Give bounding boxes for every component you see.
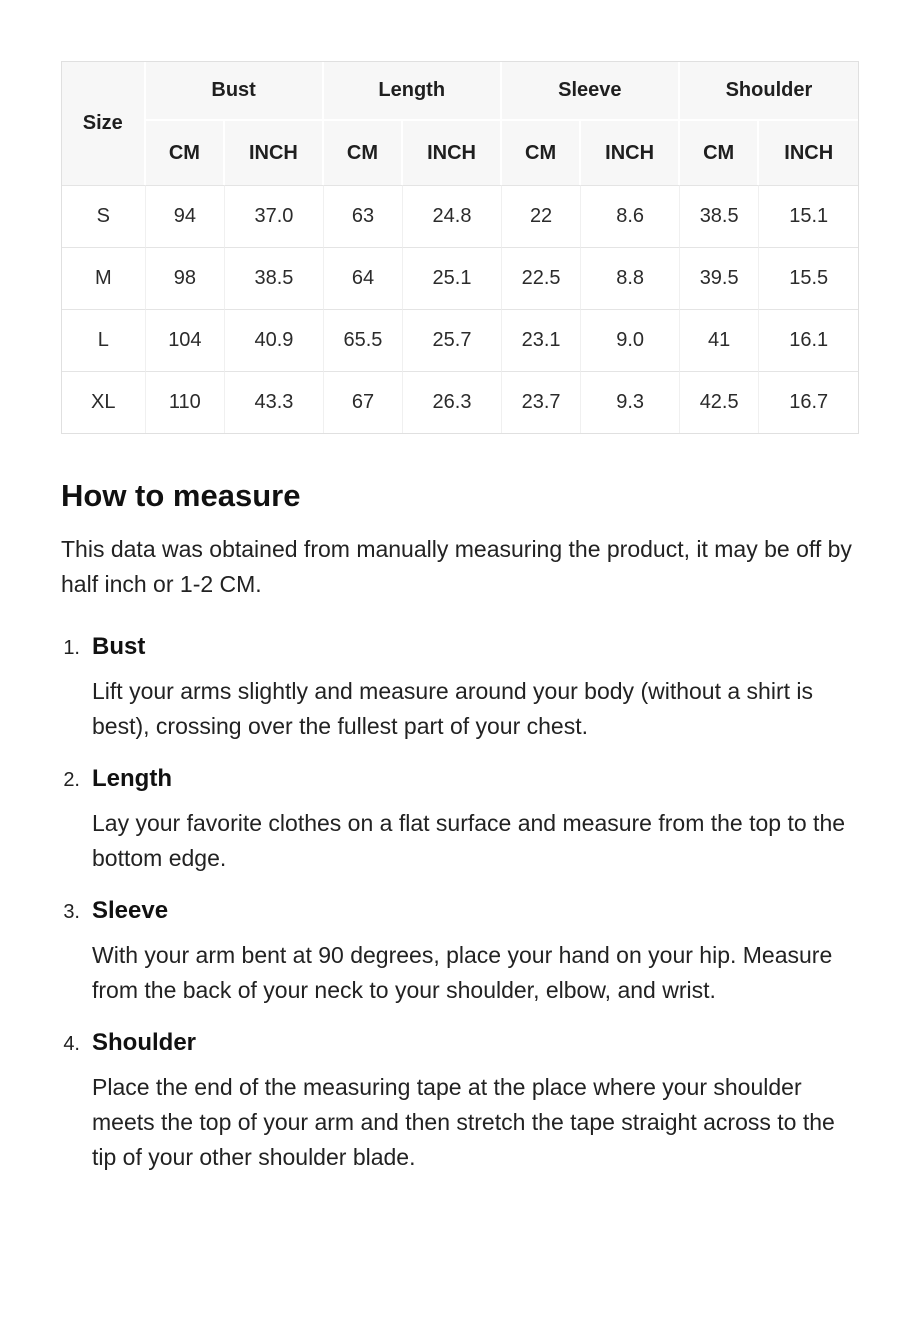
measure-step-length bbox=[61, 764, 859, 876]
unit-header-bust-cm: CM bbox=[146, 121, 226, 185]
how-to-measure-heading: How to measure bbox=[61, 478, 301, 513]
measurement-cell: 39.5 bbox=[680, 247, 760, 309]
table-header-unit-row bbox=[62, 121, 858, 185]
size-cell: S bbox=[62, 185, 146, 247]
step-number: 2. bbox=[63, 769, 80, 791]
step-description: Lift your arms slightly and measure around your body (without a shirt is best), crossing over the fullest part of your chest. bbox=[92, 678, 813, 739]
step-number: 3. bbox=[63, 901, 80, 923]
size-cell: L bbox=[62, 309, 146, 371]
table-header-group-row bbox=[62, 62, 858, 121]
size-cell: M bbox=[62, 247, 146, 309]
step-number: 4. bbox=[63, 1033, 80, 1055]
measurement-cell: 8.6 bbox=[581, 185, 680, 247]
measurement-cell: 25.7 bbox=[403, 309, 502, 371]
measurement-cell: 16.7 bbox=[759, 371, 858, 433]
measurement-cell: 94 bbox=[146, 185, 226, 247]
size-chart-table-container bbox=[61, 61, 859, 434]
column-header-bust: Bust bbox=[146, 62, 324, 121]
step-title: Sleeve bbox=[92, 897, 169, 924]
measurement-cell: 22.5 bbox=[502, 247, 582, 309]
measure-disclaimer-text: This data was obtained from manually measuring the product, it may be off by half inch or 1-2 CM. bbox=[61, 536, 852, 597]
column-header-sleeve: Sleeve bbox=[502, 62, 680, 121]
measurement-cell: 67 bbox=[324, 371, 404, 433]
measurement-cell: 63 bbox=[324, 185, 404, 247]
measurement-cell: 65.5 bbox=[324, 309, 404, 371]
unit-header-sleeve-inch: INCH bbox=[581, 121, 680, 185]
step-body bbox=[92, 632, 859, 744]
table-row bbox=[62, 247, 858, 309]
measurement-cell: 22 bbox=[502, 185, 582, 247]
measurement-cell: 43.3 bbox=[225, 371, 324, 433]
measurement-cell: 64 bbox=[324, 247, 404, 309]
column-header-shoulder: Shoulder bbox=[680, 62, 858, 121]
unit-header-length-cm: CM bbox=[324, 121, 404, 185]
measurement-cell: 38.5 bbox=[225, 247, 324, 309]
unit-header-shoulder-cm: CM bbox=[680, 121, 760, 185]
step-number: 1. bbox=[63, 637, 80, 659]
measurement-cell: 37.0 bbox=[225, 185, 324, 247]
size-chart-table bbox=[62, 62, 858, 433]
measurement-cell: 23.7 bbox=[502, 371, 582, 433]
measure-step-bust bbox=[61, 632, 859, 744]
step-description: Place the end of the measuring tape at the place where your shoulder meets the top of your arm and then stretch the tape straight across to the tip of your other shoulder blade. bbox=[92, 1074, 835, 1170]
step-body bbox=[92, 1028, 859, 1175]
measurement-cell: 104 bbox=[146, 309, 226, 371]
step-description: Lay your favorite clothes on a flat surface and measure from the top to the bottom edge. bbox=[92, 810, 846, 871]
measurement-cell: 98 bbox=[146, 247, 226, 309]
unit-header-length-inch: INCH bbox=[403, 121, 502, 185]
measurement-cell: 16.1 bbox=[759, 309, 858, 371]
step-title: Shoulder bbox=[92, 1029, 197, 1056]
measurement-cell: 26.3 bbox=[403, 371, 502, 433]
unit-header-bust-inch: INCH bbox=[225, 121, 324, 185]
table-row bbox=[62, 185, 858, 247]
table-row bbox=[62, 309, 858, 371]
measure-steps-list bbox=[61, 632, 859, 1175]
measurement-cell: 110 bbox=[146, 371, 226, 433]
measurement-cell: 8.8 bbox=[581, 247, 680, 309]
unit-header-shoulder-inch: INCH bbox=[759, 121, 858, 185]
measurement-cell: 42.5 bbox=[680, 371, 760, 433]
measurement-cell: 41 bbox=[680, 309, 760, 371]
measure-step-shoulder bbox=[61, 1028, 859, 1175]
step-body bbox=[92, 764, 859, 876]
column-header-size: Size bbox=[62, 62, 146, 185]
unit-header-sleeve-cm: CM bbox=[502, 121, 582, 185]
step-title: Length bbox=[92, 765, 172, 792]
measurement-cell: 38.5 bbox=[680, 185, 760, 247]
step-title: Bust bbox=[92, 633, 146, 660]
measure-step-sleeve bbox=[61, 896, 859, 1008]
measurement-cell: 15.5 bbox=[759, 247, 858, 309]
column-header-length: Length bbox=[324, 62, 502, 121]
measurement-cell: 9.3 bbox=[581, 371, 680, 433]
measurement-cell: 23.1 bbox=[502, 309, 582, 371]
step-body bbox=[92, 896, 859, 1008]
size-cell: XL bbox=[62, 371, 146, 433]
measurement-cell: 24.8 bbox=[403, 185, 502, 247]
measurement-cell: 15.1 bbox=[759, 185, 858, 247]
measurement-cell: 25.1 bbox=[403, 247, 502, 309]
table-row bbox=[62, 371, 858, 433]
step-description: With your arm bent at 90 degrees, place your hand on your hip. Measure from the back of your neck to your shoulder, elbow, and wrist. bbox=[92, 942, 833, 1003]
measurement-cell: 9.0 bbox=[581, 309, 680, 371]
measurement-cell: 40.9 bbox=[225, 309, 324, 371]
